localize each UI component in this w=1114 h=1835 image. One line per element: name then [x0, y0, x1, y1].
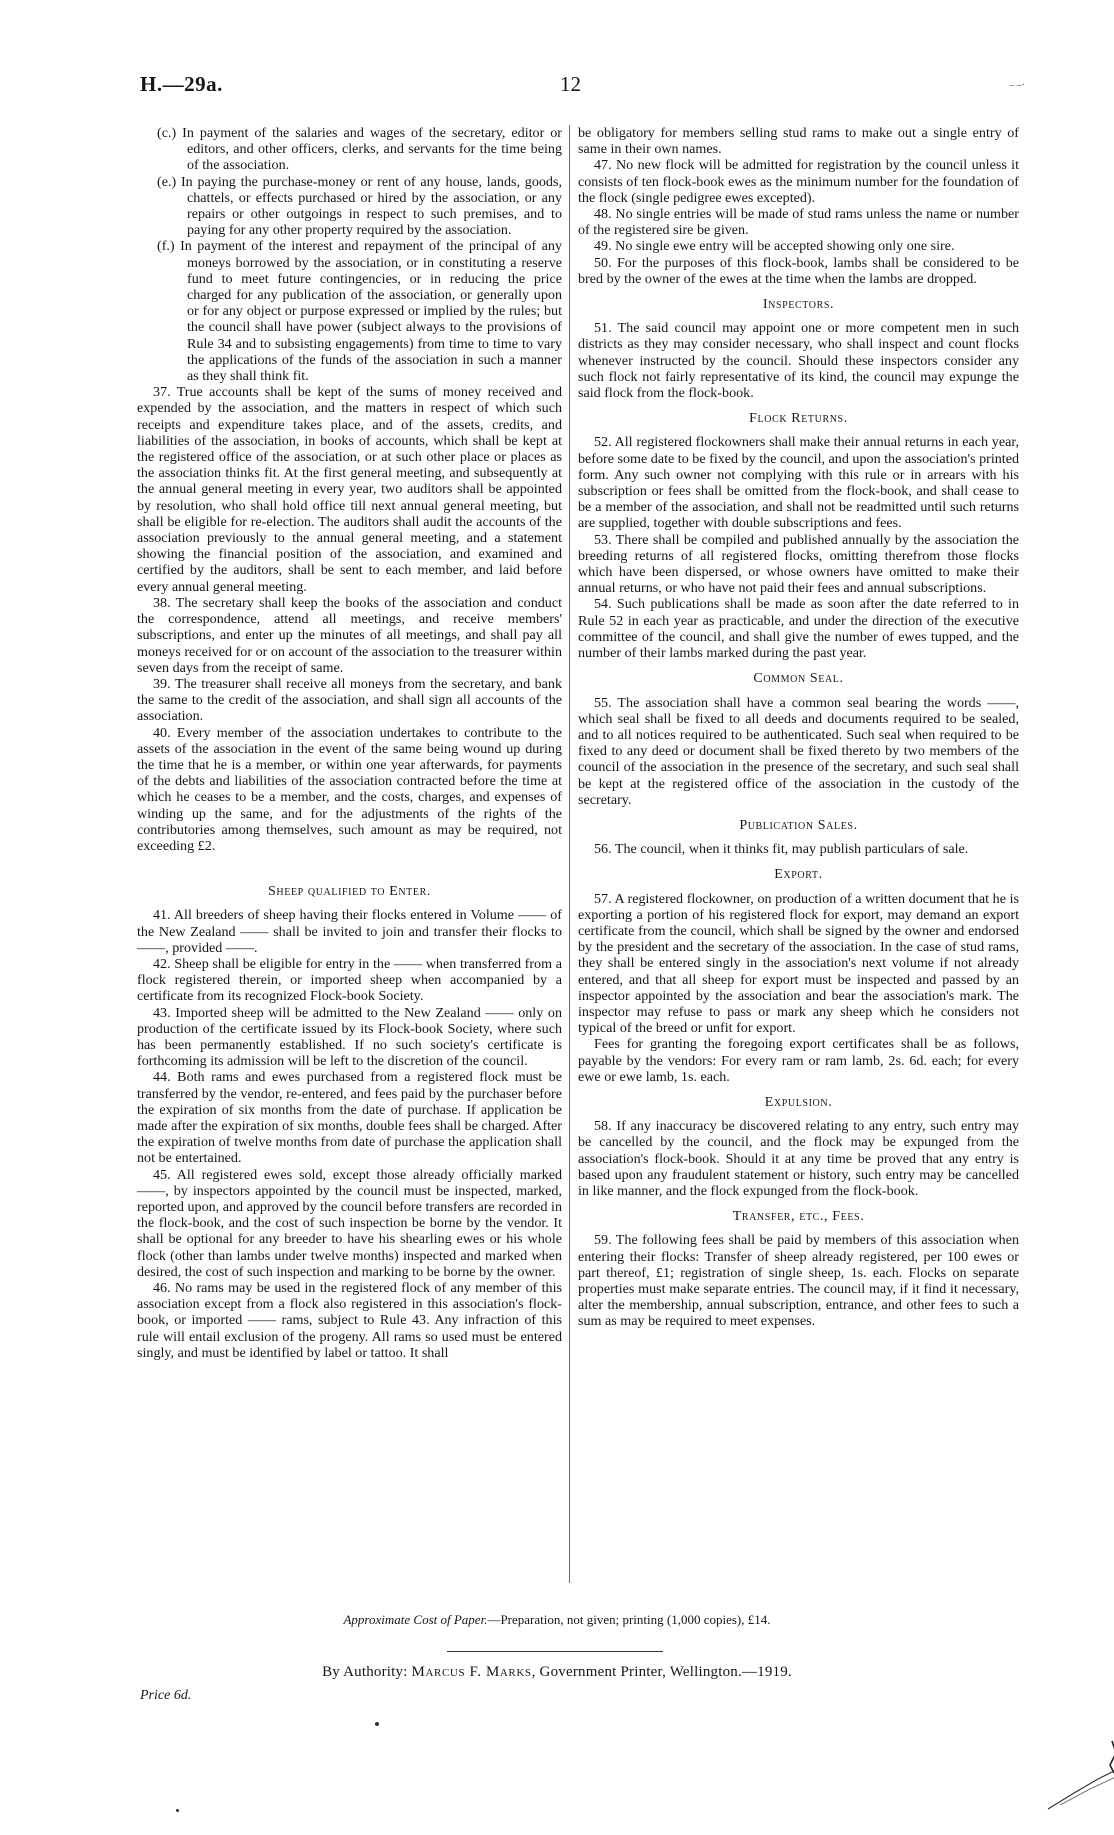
rule-paragraph: 57. A registered flockowner, on production of a written document that he is exporting a portion of his registered flock for export, may demand an export certificate from the council, which shall be signed by the owner and endorsed by the president and the secretary of the association. In the case of stud rams, they shall be entered singly in the association's next volume if not already entered, and that all sheep for export must be inspected and passed by an inspector appointed by the association and bear the association's mark. The inspector may refuse to pass or mark any sheep which he considers not typical of the breed or unfit for export. — [578, 890, 1019, 1037]
rule-paragraph: 46. No rams may be used in the registered flock of any member of this association except from a flock also registered in this association's flock-book, or imported —— rams, subject to Rule 43. Any infraction of this rule will entail exclusion of the progeny. All rams so used must be entered singly, and must be identified by label or tattoo. It shall — [137, 1280, 562, 1361]
column-divider — [569, 125, 570, 1583]
rule-paragraph: 53. There shall be compiled and published annually by the association the breeding returns of all registered flocks, omitting therefrom those flocks which have been dispersed, or whose owners have omitted to make their annual returns, or who have not paid their fees and annual subscriptions. — [578, 531, 1019, 597]
rule-paragraph: 55. The association shall have a common seal bearing the words ——, which seal shall be fixed to all deeds and documents required to be sealed, and to all notices required to be authenticated. Such seal when required to be fixed to any deed or document shall be fixed thereto by two members of the council of the association in the presence of the secretary, and such seal shall be kept at the registered office of the association in the custody of the secretary. — [578, 694, 1019, 808]
rule-paragraph: 37. True accounts shall be kept of the sums of money received and expended by the association, and the matters in respect of which such receipts and expenditure takes place, and of the assets, credits, and liabilities of the association, in books of accounts, which shall be kept at the registered office of the association, or at such other place or places as the association thinks fit. At the first general meeting, and subsequently at the annual general meeting in every year, two auditors shall be appointed by resolution, who shall hold office till next annual general meeting, but shall be eligible for re-election. The auditors shall audit the accounts of the association previously to the annual general meeting, and a statement showing the financial position of the association, and examined and certified by the auditors, shall be sent to each member, and laid before every annual general meeting. — [137, 384, 562, 595]
authority-suffix: , Government Printer, Wellington.—1919. — [531, 1664, 792, 1680]
section-heading: Export. — [774, 867, 823, 883]
edge-mark: – –· — [1009, 80, 1025, 91]
printer-name: Marcus F. Marks — [411, 1664, 532, 1680]
sub-clause: (f.) In payment of the interest and repayment of the principal of any moneys borrowed by the association, or in constituting a reserve fund to meet future contingencies, or in reducing the price charged for any publication of the association, or generally upon or for any object or purpose expressed or implied by the rules; but the council shall have power (subject always to the provisions of Rule 34 and to subsisting engagements) from time to time to vary the applications of the funds of the association in such a manner as they shall think fit. — [157, 238, 562, 385]
section-heading: Common Seal. — [753, 671, 844, 687]
footer-rule — [447, 1651, 663, 1652]
section-heading: Transfer, etc., Fees. — [732, 1209, 865, 1225]
rule-paragraph: 39. The treasurer shall receive all moneys from the secretary, and bank the same to the credit of the association, and shall sign all accounts of the association. — [137, 675, 562, 725]
section-heading: Sheep qualified to Enter. — [268, 884, 431, 900]
rule-paragraph: 38. The secretary shall keep the books of the association and conduct the correspondence, attend all meetings, and receive members' subscriptions, and enter up the minutes of all meetings, and shall pay all moneys received for or on account of the association to the treasurer within seven days from the receipt of same. — [137, 594, 563, 676]
page-number: 12 — [560, 72, 581, 96]
rule-paragraph: 59. The following fees shall be paid by members of this association when entering their flocks: Transfer of sheep already registered, per 100 ewes or part thereof, £1; registration of single sheep, 1s. each. Flocks on separate properties must make separate entries. The council may, if it find it necessary, alter the membership, annual subscription, entrance, and other fees to such a sum as may be required to meet expenses. — [578, 1232, 1019, 1330]
rule-paragraph: 49. No single ewe entry will be accepted showing only one sire. — [594, 238, 955, 255]
printer-authority — [0, 1664, 1114, 1681]
cost-label: Approximate Cost of Paper. — [343, 1612, 488, 1627]
rule-paragraph: Fees for granting the foregoing export certificates shall be as follows, payable by the vendors: For every ram or ram lamb, 2s. 6d. each; for every ewe or ewe lamb, 1s. each. — [578, 1036, 1019, 1085]
section-heading: Inspectors. — [762, 297, 835, 313]
continued-paragraph: be obligatory for members selling stud rams to make out a single entry of same in their own names. — [578, 125, 1019, 158]
rule-paragraph: 45. All registered ewes sold, except those already officially marked ——, by inspectors appointed by the council must be inspected, marked, reported upon, and approved by the council before transfers are recorded in the flock-book, and the cost of such inspection be borne by the vendor. It shall be optional for any breeder to have his shearling ewes or his whole flock (other than lambs under twelve months) inspected and marked when desired, the cost of such inspection and marking to be borne by the owner. — [137, 1166, 562, 1280]
rule-paragraph: 43. Imported sheep will be admitted to the New Zealand —— only on production of the certificate issued by its Flock-book Society, where such has been permanently established. If no such society's certificate is forthcoming its admission will be left to the discretion of the council. — [137, 1004, 562, 1070]
sub-clause: (e.) In paying the purchase-money or rent of any house, lands, goods, chattels, or effects purchased or hired by the association, or any repairs or other outgoings in respect to such premises, and to paying for any other property required by the association. — [157, 173, 562, 239]
section-heading: Expulsion. — [764, 1094, 833, 1110]
document-reference: H.—29a. — [140, 72, 223, 96]
right-column — [578, 125, 1019, 1330]
rule-paragraph: 56. The council, when it thinks fit, may publish particulars of sale. — [594, 841, 969, 858]
scan-speck — [176, 1809, 179, 1812]
rule-paragraph: 51. The said council may appoint one or more competent men in such districts as they may consider necessary, who shall inspect and count flocks whenever instructed by the council. Should these inspectors consider any such flock not fairly representative of its kind, the council may expunge the said flock from the flock-book. — [578, 320, 1019, 402]
scan-speck — [375, 1722, 379, 1726]
scan-mark-graphic — [1040, 1735, 1114, 1815]
section-heading: Flock Returns. — [749, 411, 848, 427]
authority-prefix: By Authority: — [322, 1664, 408, 1680]
rule-paragraph: 50. For the purposes of this flock-book, lambs shall be considered to be bred by the owner of the ewes at the time when the lambs are dropped. — [578, 254, 1019, 287]
rule-paragraph: 54. Such publications shall be made as soon after the date referred to in Rule 52 in each year as practicable, and under the direction of the executive committee of the council, and shall give the number of ewes tupped, and the number of their lambs marked during the past year. — [578, 596, 1019, 662]
rule-paragraph: 42. Sheep shall be eligible for entry in the —— when transferred from a flock registered therein, or imported sheep when accompanied by a certificate from its recognized Flock-book Society. — [137, 955, 562, 1005]
page-header — [140, 72, 1025, 102]
section-heading: Publication Sales. — [739, 817, 858, 833]
rule-paragraph: 58. If any inaccuracy be discovered relating to any entry, such entry may be cancelled by the council, and the flock may be expunged from the association's flock-book. Should it at any time be proved that any entry is based upon any fraudulent statement or history, such entry may be cancelled in like manner, and the flock expunged from the flock-book. — [578, 1118, 1019, 1199]
left-column — [137, 125, 562, 1361]
sub-clause: (c.) In payment of the salaries and wages of the secretary, editor or editors, and other officers, clerks, and servants for the time being of the association. — [157, 125, 562, 174]
price: Price 6d. — [140, 1688, 192, 1703]
rule-paragraph: 40. Every member of the association undertakes to contribute to the assets of the association in the event of the same being wound up during the time that he is a member, or within one year afterwards, for payments of the debts and liabilities of the association contracted before the time at which he ceases to be a member, and the costs, charges, and expenses of winding up the same, and for the adjustments of the rights of the contributories among themselves, such amount as may be required, not exceeding £2. — [137, 724, 562, 854]
rule-paragraph: 47. No new flock will be admitted for registration by the council unless it consists of ten flock-book ewes as the minimum number for the foundation of the flock (single pedigree ewes excepted). — [578, 157, 1019, 206]
rule-paragraph: 41. All breeders of sheep having their flocks entered in Volume —— of the New Zealand —— shall be invited to join and transfer their flocks to ——, provided ——. — [137, 907, 562, 956]
cost-of-paper-note — [0, 1612, 1114, 1628]
rule-paragraph: 48. No single entries will be made of stud rams unless the name or number of the registered sire be given. — [578, 206, 1019, 239]
cost-text: —Preparation, not given; printing (1,000 copies), £14. — [487, 1612, 771, 1627]
rule-paragraph: 44. Both rams and ewes purchased from a registered flock must be transferred by the vendor, re-entered, and fees paid by the purchaser before the expiration of six months from the date of purchase. If application be made after the expiration of six months, double fees shall be charged. After the expiration of twelve months from date of purchase the application shall not be entertained. — [137, 1069, 562, 1167]
rule-paragraph: 52. All registered flockowners shall make their annual returns in each year, before some date to be fixed by the council, and upon the association's printed form. Any such owner not complying with this rule or in arrears with his subscription or fees shall be omitted from the flock-book, and shall cease to be a member of the association, and shall not be readmitted until such returns are supplied, together with double subscriptions and fees. — [578, 434, 1019, 532]
